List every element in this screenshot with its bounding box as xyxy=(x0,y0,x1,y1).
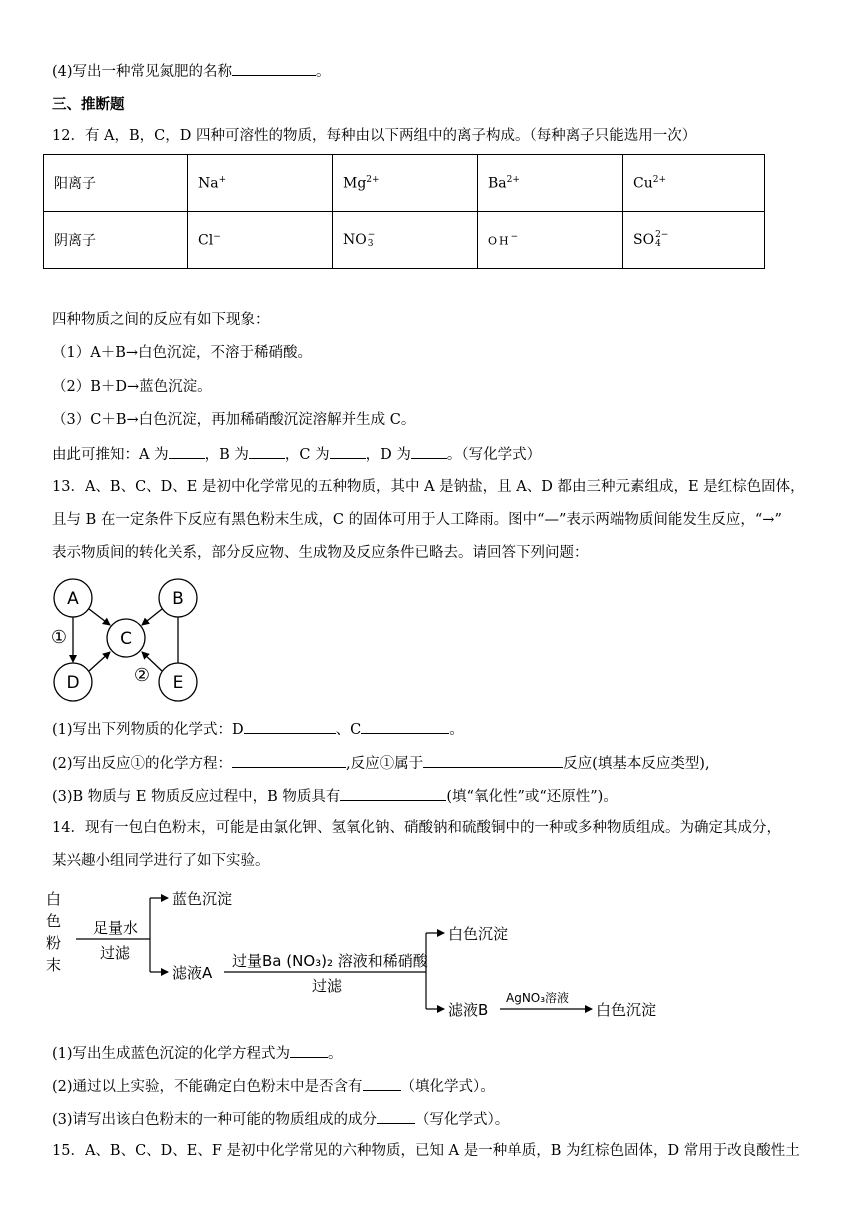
q12-intro: 四种物质之间的反应有如下现象： xyxy=(52,312,270,328)
answer-blank[interactable] xyxy=(377,1108,415,1124)
reaction-2-label: ② xyxy=(133,665,151,686)
q15-line1: 15．A、B、C、D、E、F 是初中化学常见的六种物质，已知 A 是一种单质，B 为红棕色固体，D 常用于改良酸性土 xyxy=(52,1143,800,1159)
cation-label: 阳离子 xyxy=(44,155,188,212)
q14-sub3: (3)请写出该白色粉末的一种可能的物质组成的成分 （写化学式）。 xyxy=(52,1108,509,1130)
answer-blank[interactable] xyxy=(423,752,563,768)
ion-cell: OH− xyxy=(478,212,623,269)
step2-condition: 过量Ba (NO₃)₂ 溶液和稀硝酸 xyxy=(232,952,428,970)
experiment-flowchart xyxy=(40,880,680,1028)
step2-operation: 过滤 xyxy=(312,977,343,995)
q14-line1: 14．现有一包白色粉末，可能是由氯化钾、氢氧化钠、硝酸钠和硫酸铜中的一种或多种物质组成。为确定其成分， xyxy=(52,820,781,836)
node-a-label: A xyxy=(67,589,79,609)
answer-blank[interactable] xyxy=(363,1075,401,1091)
step1-condition: 足量水 xyxy=(93,919,139,937)
q14-sub1: (1)写出生成蓝色沉淀的化学方程式为 。 xyxy=(52,1042,343,1064)
answer-blank[interactable] xyxy=(340,785,446,801)
q12-stem: 12．有 A，B，C，D 四种可溶性的物质，每种由以下两组中的离子构成。（每种离子只能选用一次） xyxy=(52,128,697,144)
q12-obs3: （3）C＋B→白色沉淀，再加稀硝酸沉淀溶解并生成 C。 xyxy=(52,412,416,428)
cation-row xyxy=(44,155,765,212)
filtrate-b: 滤液B xyxy=(448,1001,489,1019)
q13-line1: 13．A、B、C、D、E 是初中化学常见的五种物质，其中 A 是钠盐，且 A、D 都由三种元素组成，E 是红棕色固体， xyxy=(52,479,805,495)
answer-blank-b[interactable] xyxy=(249,443,285,459)
ion-cell: Na+ xyxy=(188,155,333,212)
answer-blank-d[interactable] xyxy=(411,443,447,459)
blue-precipitate: 蓝色沉淀 xyxy=(172,890,233,908)
answer-blank[interactable] xyxy=(361,718,449,734)
start-char: 末 xyxy=(46,956,62,974)
anion-row xyxy=(44,212,765,269)
q13-line2: 且与 B 在一定条件下反应有黑色粉末生成，C 的固体可用于人工降雨。图中“—”表示两端物质间能发生反应，“→” xyxy=(52,512,782,528)
q13-sub3: (3)B 物质与 E 物质反应过程中，B 物质具有 (填“氧化性”或“还原性”)。 xyxy=(52,785,618,807)
white-precipitate-1: 白色沉淀 xyxy=(448,925,509,943)
arrow-b-c xyxy=(142,609,162,625)
q12-obs1: （1）A＋B→白色沉淀，不溶于稀硝酸。 xyxy=(52,345,313,361)
anion-label: 阴离子 xyxy=(44,212,188,269)
answer-blank[interactable] xyxy=(232,60,316,76)
ion-cell: $Cu^{2+}$ xyxy=(623,155,765,212)
q12-obs2: （2）B＋D→蓝色沉淀。 xyxy=(52,379,212,395)
start-char: 白 xyxy=(46,890,62,908)
filtrate-a: 滤液A xyxy=(172,964,213,982)
q13-sub2: (2)写出反应①的化学方程： ,反应①属于 反应(填基本反应类型), xyxy=(52,752,710,774)
arrow-a-c xyxy=(89,609,110,625)
answer-blank-a[interactable] xyxy=(169,443,205,459)
start-char: 色 xyxy=(46,912,62,930)
reaction-1-label: ① xyxy=(50,627,68,648)
answer-blank-c[interactable] xyxy=(330,443,366,459)
q12-conclusion: 由此可推知：A 为 ，B 为 ，C 为 ，D 为 。（写化学式） xyxy=(52,443,541,465)
q14-sub2: (2)通过以上实验，不能确定白色粉末中是否含有 （填化学式）。 xyxy=(52,1075,495,1097)
ion-cell: NO − 3 xyxy=(333,212,478,269)
ion-table xyxy=(43,154,765,269)
q14-line2: 某兴趣小组同学进行了如下实验。 xyxy=(52,853,270,869)
q11-sub4: (4)写出一种常见氮肥的名称 。 xyxy=(52,60,331,82)
q13-sub1: (1)写出下列物质的化学式：D 、C 。 xyxy=(52,718,464,740)
node-b-label: B xyxy=(172,589,184,609)
answer-blank[interactable] xyxy=(232,752,346,768)
ion-cell: $Mg^{2+}$ xyxy=(333,155,478,212)
white-precipitate-2: 白色沉淀 xyxy=(596,1001,657,1019)
node-d-label: D xyxy=(66,673,80,693)
start-char: 粉 xyxy=(46,934,62,952)
q13-line3: 表示物质间的转化关系，部分反应物、生成物及反应条件已略去。请回答下列问题： xyxy=(52,545,589,561)
node-e-label: E xyxy=(172,673,184,693)
arrow-d-c xyxy=(89,652,110,671)
ion-cell: Cl− xyxy=(188,212,333,269)
answer-blank[interactable] xyxy=(244,718,336,734)
ion-cell: $Ba^{2+}$ xyxy=(478,155,623,212)
node-c-label: C xyxy=(120,629,132,649)
step1-operation: 过滤 xyxy=(100,944,131,962)
ion-cell: SO 2− 4 xyxy=(623,212,765,269)
step3-reagent: AgNO₃溶液 xyxy=(506,991,570,1005)
answer-blank[interactable] xyxy=(290,1042,328,1058)
section-heading: 三、推断题 xyxy=(52,96,125,113)
relationship-diagram xyxy=(44,574,214,708)
